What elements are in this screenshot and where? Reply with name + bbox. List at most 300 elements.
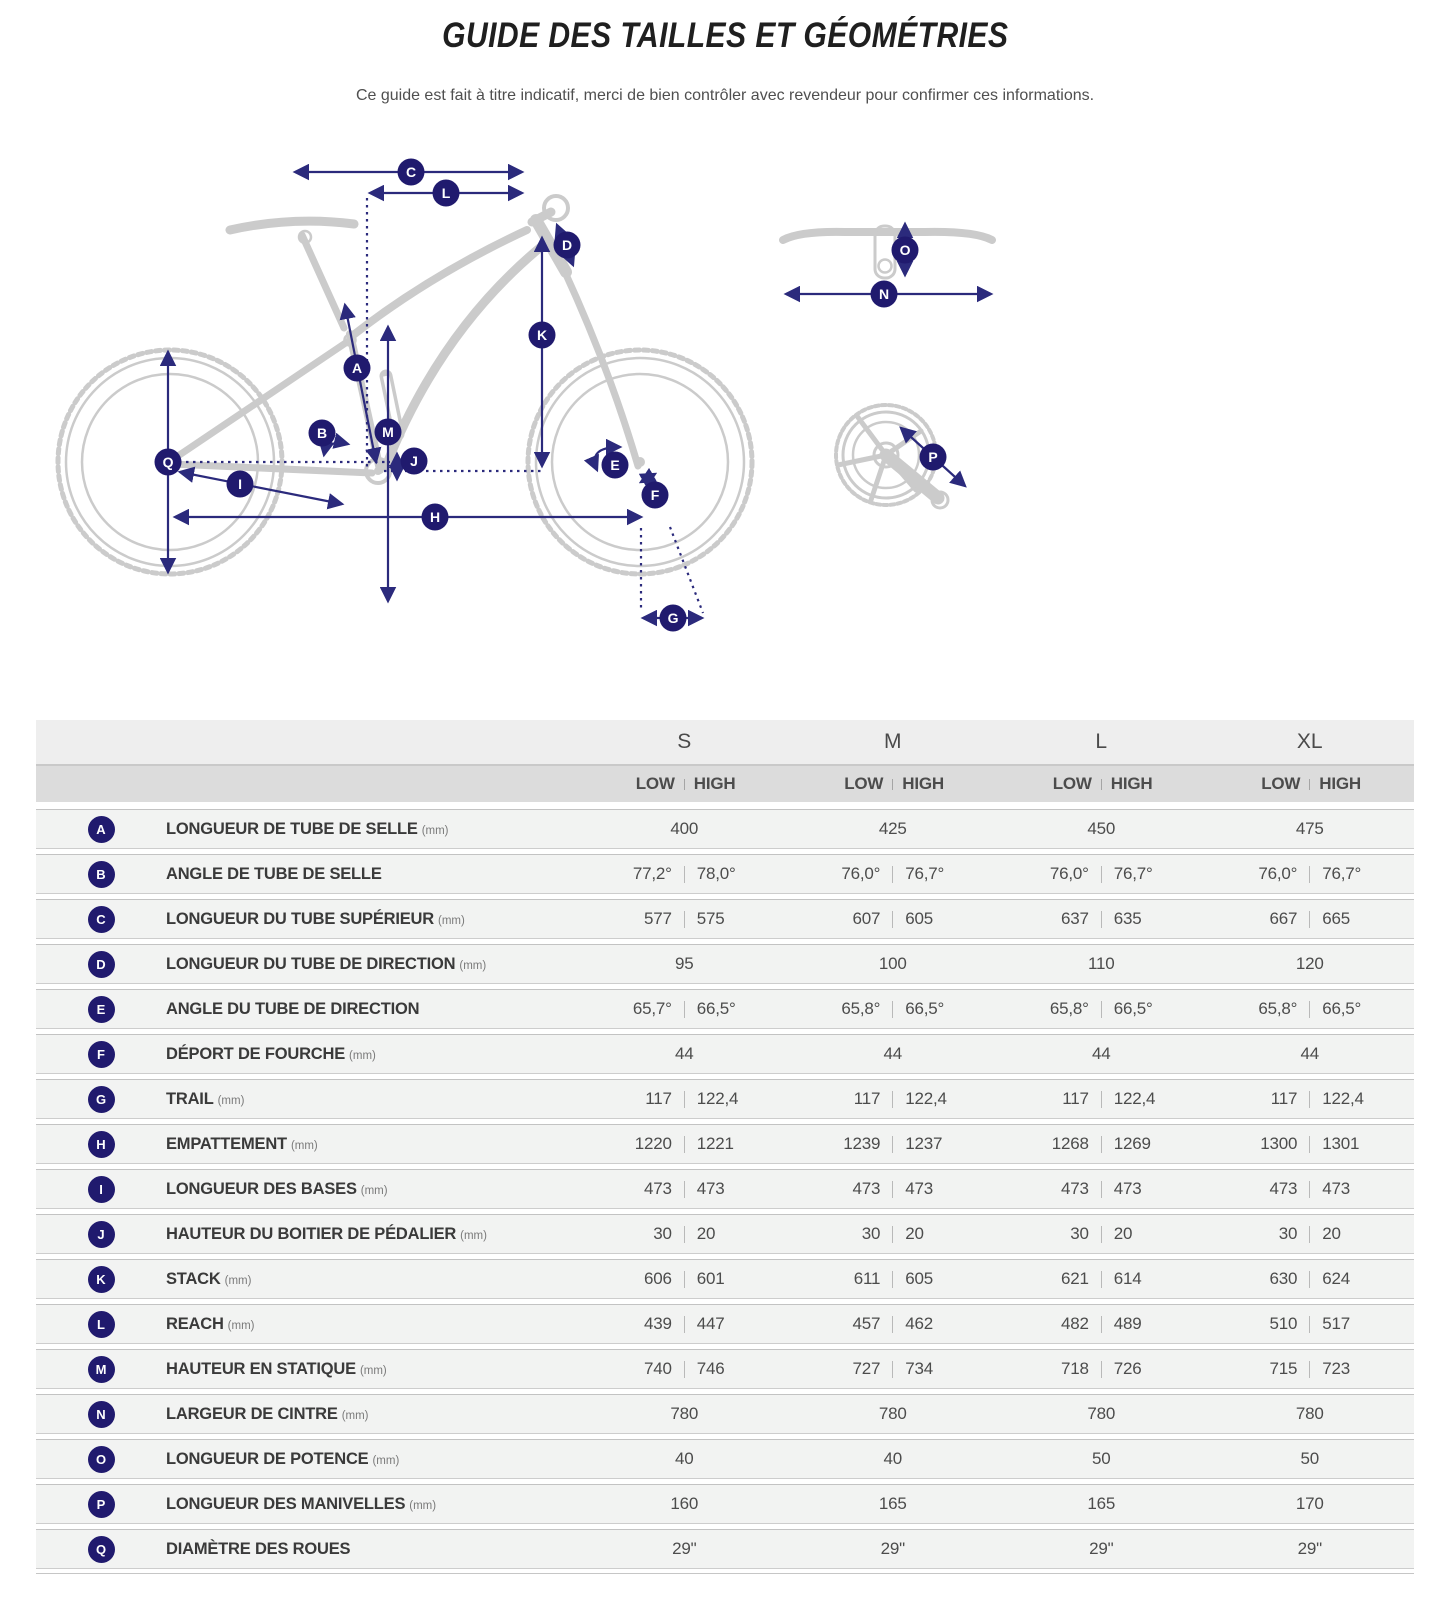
value-low: 607: [852, 909, 881, 928]
diagram-label-b: [309, 420, 336, 447]
cell-value: [997, 1269, 1206, 1289]
diagram-label-k: [529, 322, 556, 349]
table-row: [36, 1124, 1414, 1164]
table-row: [36, 809, 1414, 849]
size-col-s: S: [677, 730, 692, 753]
row-badge-cell: [36, 861, 166, 888]
value-low: 473: [1269, 1179, 1298, 1198]
row-badge-cell: [36, 1041, 166, 1068]
lowhigh-header-row: [36, 764, 1414, 802]
row-label-cell: [166, 1360, 580, 1379]
row-badge-cell: [36, 1446, 166, 1473]
size-col-m: M: [884, 730, 902, 753]
row-unit: (mm): [372, 1454, 400, 1467]
value-single: 110: [1087, 954, 1115, 973]
table-row: [36, 899, 1414, 939]
cell-value: [789, 999, 998, 1019]
row-unit: (mm): [227, 1319, 255, 1332]
value-single: 475: [1295, 819, 1324, 838]
cell-value: [997, 864, 1206, 884]
row-badge-cell: [36, 1311, 166, 1338]
table-row: [36, 1214, 1414, 1254]
value-high: 635: [1113, 909, 1142, 928]
value-low: 1220: [634, 1134, 672, 1153]
row-badge-cell: [36, 816, 166, 843]
value-high: 473: [1322, 1179, 1351, 1198]
value-single: 44: [883, 1044, 902, 1063]
row-badge-cell: [36, 1401, 166, 1428]
table-row: [36, 1484, 1414, 1524]
chainstay: [172, 464, 372, 473]
cell-value: [1206, 1404, 1415, 1424]
value-low: 117: [1270, 1089, 1298, 1108]
cell-value: [789, 1314, 998, 1334]
value-low: 473: [643, 1179, 672, 1198]
diagram-label-m: [375, 419, 402, 446]
row-label: ANGLE DU TUBE DE DIRECTION: [166, 999, 420, 1018]
value-low: 77,2°: [632, 864, 672, 883]
row-letter-badge: A: [88, 816, 115, 843]
svg-text:C: C: [405, 164, 417, 180]
value-low: 667: [1269, 909, 1298, 928]
value-low: 117: [853, 1089, 881, 1108]
row-letter-badge: Q: [88, 1536, 115, 1563]
value-high: 122,4: [1113, 1089, 1156, 1108]
cell-value: [1206, 1044, 1415, 1064]
table-row: [36, 1304, 1414, 1344]
row-label: LONGUEUR DE TUBE DE SELLE: [166, 819, 418, 838]
svg-text:E: E: [610, 457, 620, 473]
value-high: 76,7°: [1113, 864, 1153, 883]
table-row: [36, 1034, 1414, 1074]
cell-value: [1206, 1539, 1415, 1559]
cell-value: [997, 1449, 1206, 1469]
cell-value: [789, 864, 998, 884]
value-low: 715: [1269, 1359, 1298, 1378]
value-single: 44: [1300, 1044, 1319, 1063]
lowhigh-col-l: LOW HIGH: [1052, 774, 1153, 793]
row-label: STACK: [166, 1269, 221, 1288]
cell-value: [580, 819, 789, 839]
row-badge-cell: [36, 1266, 166, 1293]
cell-value: [1206, 954, 1415, 974]
svg-text:H: H: [429, 509, 441, 525]
row-unit: (mm): [459, 959, 487, 972]
row-label: DÉPORT DE FOURCHE: [166, 1044, 346, 1063]
value-single: 450: [1087, 819, 1116, 838]
value-high: 66,5°: [696, 999, 736, 1018]
value-high: 624: [1322, 1269, 1351, 1288]
table-row: [36, 1529, 1414, 1569]
value-low: 473: [852, 1179, 881, 1198]
page-title: GUIDE DES TAILLES ET GÉOMÉTRIES: [441, 16, 1009, 55]
size-col-xl: XL: [1296, 730, 1323, 753]
row-unit: (mm): [460, 1229, 487, 1242]
value-single: 50: [1091, 1449, 1111, 1468]
cell-value: [580, 1224, 789, 1244]
value-low: 117: [1062, 1089, 1089, 1108]
row-badge-cell: [36, 1356, 166, 1383]
row-label-cell: [166, 1450, 580, 1469]
table-row: [36, 854, 1414, 894]
value-high: 473: [905, 1179, 934, 1198]
svg-text:P: P: [928, 449, 938, 465]
diagram-label-f: [642, 482, 669, 509]
row-badge-cell: [36, 1491, 166, 1518]
table-row: [36, 1259, 1414, 1299]
cell-value: [789, 1539, 998, 1559]
value-single: 425: [878, 819, 907, 838]
diagram-label-h: [422, 504, 449, 531]
row-label: LARGEUR DE CINTRE: [166, 1404, 338, 1423]
row-label-cell: [166, 1540, 580, 1559]
row-unit: (mm): [224, 1274, 252, 1287]
diagram-label-i: [227, 471, 254, 498]
value-high: 78,0°: [696, 864, 736, 883]
cell-value: [580, 999, 789, 1019]
row-label-cell: [166, 1000, 580, 1019]
cell-value: [580, 1539, 789, 1559]
cell-value: [1206, 909, 1415, 929]
value-low: 30: [861, 1224, 881, 1243]
value-high: 20: [1322, 1224, 1341, 1243]
value-high: 122,4: [696, 1089, 739, 1108]
cell-value: [789, 1359, 998, 1379]
size-col-l: L: [1095, 730, 1108, 753]
value-single: 780: [878, 1404, 907, 1423]
value-single: 29": [1297, 1539, 1322, 1558]
value-high: 20: [696, 1224, 716, 1243]
diagram-label-d: [554, 232, 581, 259]
svg-text:D: D: [561, 237, 573, 253]
value-high: 473: [696, 1179, 725, 1198]
cell-value: [997, 1314, 1206, 1334]
value-low: 1239: [843, 1134, 881, 1153]
row-unit: (mm): [290, 1139, 318, 1152]
value-low: 606: [643, 1269, 672, 1288]
row-label: LONGUEUR DES BASES: [166, 1179, 357, 1198]
row-badge-cell: [36, 996, 166, 1023]
svg-text:J: J: [410, 453, 418, 469]
value-single: 29": [672, 1539, 697, 1558]
value-low: 473: [1060, 1179, 1089, 1198]
value-single: 780: [670, 1404, 699, 1423]
value-low: 637: [1060, 909, 1089, 928]
svg-text:Q: Q: [162, 454, 174, 470]
row-label-cell: [166, 955, 580, 974]
row-label-cell: [166, 1495, 580, 1514]
diagram-label-c: [398, 159, 425, 186]
table-body: [36, 809, 1414, 1569]
cell-value: [997, 1494, 1206, 1514]
value-single: 95: [674, 954, 694, 973]
row-label-cell: [166, 1135, 580, 1154]
value-low: 30: [1278, 1224, 1298, 1243]
value-single: 165: [1087, 1494, 1116, 1513]
value-low: 65,8°: [841, 999, 881, 1018]
svg-text:K: K: [536, 327, 548, 343]
row-letter-badge: L: [88, 1311, 115, 1338]
value-low: 577: [643, 909, 672, 928]
svg-text:G: G: [667, 610, 679, 626]
value-low: 30: [1070, 1224, 1089, 1243]
svg-text:N: N: [878, 286, 890, 302]
svg-text:B: B: [316, 425, 328, 441]
value-single: 170: [1295, 1494, 1324, 1513]
value-high: 614: [1113, 1269, 1142, 1288]
row-unit: (mm): [438, 914, 465, 927]
row-letter-badge: I: [88, 1176, 115, 1203]
cell-value: [789, 1449, 998, 1469]
cell-value: [997, 1134, 1206, 1154]
diagram-label-n: [871, 281, 898, 308]
value-high: 746: [696, 1359, 725, 1378]
table-row: [36, 1169, 1414, 1209]
diagram-label-q: [155, 449, 182, 476]
cell-value: [997, 999, 1206, 1019]
cell-value: [1206, 1314, 1415, 1334]
cell-value: [1206, 1494, 1415, 1514]
cell-value: [580, 1404, 789, 1424]
value-high: 122,4: [905, 1089, 947, 1108]
row-unit: (mm): [217, 1094, 245, 1107]
cell-value: [789, 1224, 998, 1244]
value-low: 482: [1060, 1314, 1089, 1333]
value-low: 65,8°: [1049, 999, 1089, 1018]
value-single: 780: [1087, 1404, 1116, 1423]
table-row: [36, 989, 1414, 1029]
cell-value: [789, 909, 998, 929]
value-single: 50: [1300, 1449, 1319, 1468]
value-low: 510: [1269, 1314, 1298, 1333]
cell-value: [580, 954, 789, 974]
page-subtitle: Ce guide est fait à titre indicatif, merci de bien contrôler avec revendeur pour confirmer ces informations.: [355, 87, 1095, 104]
row-letter-badge: E: [88, 996, 115, 1023]
row-label: LONGUEUR DES MANIVELLES: [166, 1494, 406, 1513]
cell-value: [580, 1134, 789, 1154]
cell-value: [789, 1089, 998, 1109]
value-low: 30: [653, 1224, 672, 1243]
value-high: 76,7°: [1322, 864, 1362, 883]
row-label: EMPATTEMENT: [166, 1134, 287, 1153]
row-letter-badge: J: [88, 1221, 115, 1248]
cell-value: [997, 1089, 1206, 1109]
row-label: DIAMÈTRE DES ROUES: [166, 1539, 351, 1558]
lowhigh-col-s: LOW HIGH: [635, 774, 736, 793]
value-high: 605: [905, 909, 934, 928]
table-row: [36, 1079, 1414, 1119]
row-badge-cell: [36, 1536, 166, 1563]
value-low: 65,8°: [1258, 999, 1298, 1018]
row-letter-badge: O: [88, 1446, 115, 1473]
row-letter-badge: F: [88, 1041, 115, 1068]
row-badge-cell: [36, 1221, 166, 1248]
row-letter-badge: K: [88, 1266, 115, 1293]
value-low: 1268: [1051, 1134, 1089, 1153]
row-unit: (mm): [360, 1184, 388, 1197]
table-bottom-border: [36, 1573, 1414, 1574]
bike-geometry-diagram: [0, 140, 1450, 670]
geometry-table: [36, 720, 1414, 1574]
cell-value: [997, 1539, 1206, 1559]
row-letter-badge: M: [88, 1356, 115, 1383]
value-low: 1300: [1260, 1134, 1298, 1153]
value-high: 462: [905, 1314, 934, 1333]
row-unit: (mm): [421, 824, 449, 837]
value-high: 517: [1322, 1314, 1351, 1333]
value-high: 1301: [1322, 1134, 1360, 1153]
cell-value: [1206, 1269, 1415, 1289]
value-high: 66,5°: [1322, 999, 1362, 1018]
row-label-cell: [166, 1315, 580, 1334]
value-single: 44: [1091, 1044, 1111, 1063]
value-low: 76,0°: [1049, 864, 1089, 883]
handlebar-end: [544, 196, 568, 220]
row-label-cell: [166, 820, 580, 839]
cell-value: [580, 1449, 789, 1469]
cell-value: [789, 1179, 998, 1199]
value-high: 601: [696, 1269, 725, 1288]
value-high: 605: [905, 1269, 934, 1288]
cell-value: [789, 1404, 998, 1424]
cell-value: [1206, 1359, 1415, 1379]
diagram-label-p: [920, 444, 947, 471]
value-low: 611: [853, 1269, 881, 1288]
down-tube: [386, 246, 542, 466]
svg-text:F: F: [650, 487, 660, 503]
cell-value: [580, 1089, 789, 1109]
row-label-cell: [166, 865, 580, 884]
cell-value: [997, 909, 1206, 929]
value-high: 1237: [905, 1134, 943, 1153]
row-label: LONGUEUR DU TUBE DE DIRECTION: [166, 954, 456, 973]
cell-value: [1206, 1134, 1415, 1154]
row-letter-badge: D: [88, 951, 115, 978]
cell-value: [997, 1179, 1206, 1199]
table-row: [36, 1394, 1414, 1434]
cell-value: [580, 1314, 789, 1334]
row-unit: (mm): [409, 1499, 437, 1512]
value-high: 1221: [696, 1134, 734, 1153]
value-high: 66,5°: [905, 999, 945, 1018]
value-low: 740: [643, 1359, 672, 1378]
cell-value: [580, 909, 789, 929]
value-low: 621: [1060, 1269, 1089, 1288]
svg-text:O: O: [899, 242, 911, 258]
row-label: REACH: [166, 1314, 224, 1333]
diagram-label-l: [433, 180, 460, 207]
cell-value: [1206, 1449, 1415, 1469]
value-high: 447: [696, 1314, 725, 1333]
cell-value: [997, 819, 1206, 839]
row-label: ANGLE DE TUBE DE SELLE: [166, 864, 382, 883]
table-row: [36, 1439, 1414, 1479]
value-high: 1269: [1113, 1134, 1151, 1153]
cell-value: [789, 1494, 998, 1514]
cell-value: [789, 819, 998, 839]
row-label: LONGUEUR DU TUBE SUPÉRIEUR: [166, 909, 434, 928]
cell-value: [1206, 1224, 1415, 1244]
cell-value: [997, 1359, 1206, 1379]
row-letter-badge: C: [88, 906, 115, 933]
cell-value: [1206, 819, 1415, 839]
row-letter-badge: P: [88, 1491, 115, 1518]
value-low: 65,7°: [632, 999, 672, 1018]
row-letter-badge: N: [88, 1401, 115, 1428]
row-letter-badge: H: [88, 1131, 115, 1158]
diagram-label-o: [892, 237, 919, 264]
cell-value: [1206, 999, 1415, 1019]
row-badge-cell: [36, 951, 166, 978]
lowhigh-col-xl: LOW HIGH: [1261, 774, 1361, 793]
cell-value: [789, 954, 998, 974]
row-label-cell: [166, 1405, 580, 1424]
value-high: 726: [1113, 1359, 1142, 1378]
cell-value: [997, 954, 1206, 974]
seatpost: [302, 235, 344, 328]
row-label: TRAIL: [166, 1089, 214, 1108]
value-single: 400: [670, 819, 699, 838]
cell-value: [580, 1179, 789, 1199]
cell-value: [1206, 1089, 1415, 1109]
cell-value: [580, 1269, 789, 1289]
row-label-cell: [166, 1270, 580, 1289]
value-low: 76,0°: [841, 864, 881, 883]
row-label-cell: [166, 1225, 580, 1244]
row-label: HAUTEUR DU BOITIER DE PÉDALIER: [166, 1224, 457, 1243]
svg-text:L: L: [441, 185, 451, 201]
value-high: 20: [905, 1224, 924, 1243]
table-row: [36, 1349, 1414, 1389]
value-single: 40: [883, 1449, 902, 1468]
row-badge-cell: [36, 906, 166, 933]
value-single: 160: [670, 1494, 699, 1513]
cell-value: [580, 1044, 789, 1064]
row-label: LONGUEUR DE POTENCE: [166, 1449, 369, 1468]
cell-value: [997, 1404, 1206, 1424]
value-low: 718: [1060, 1359, 1089, 1378]
row-label-cell: [166, 1045, 580, 1064]
row-label-cell: [166, 1180, 580, 1199]
row-badge-cell: [36, 1131, 166, 1158]
value-single: 780: [1295, 1404, 1324, 1423]
cell-value: [997, 1044, 1206, 1064]
row-letter-badge: B: [88, 861, 115, 888]
value-single: 165: [878, 1494, 907, 1513]
value-high: 575: [696, 909, 725, 928]
value-high: 723: [1322, 1359, 1351, 1378]
svg-text:A: A: [351, 360, 363, 376]
saddle: [230, 221, 354, 230]
cell-value: [580, 1494, 789, 1514]
svg-text:M: M: [382, 424, 394, 440]
value-high: 66,5°: [1113, 999, 1153, 1018]
handlebar-top-view: [783, 226, 992, 278]
value-high: 489: [1113, 1314, 1142, 1333]
row-badge-cell: [36, 1176, 166, 1203]
cell-value: [997, 1224, 1206, 1244]
value-low: 457: [852, 1314, 881, 1333]
value-low: 117: [645, 1089, 672, 1108]
cell-value: [789, 1134, 998, 1154]
value-low: 630: [1269, 1269, 1298, 1288]
diagram-label-e: [602, 452, 629, 479]
row-badge-cell: [36, 1086, 166, 1113]
row-letter-badge: G: [88, 1086, 115, 1113]
value-single: 44: [674, 1044, 694, 1063]
size-header-row: [36, 720, 1414, 764]
value-single: 120: [1295, 954, 1324, 973]
